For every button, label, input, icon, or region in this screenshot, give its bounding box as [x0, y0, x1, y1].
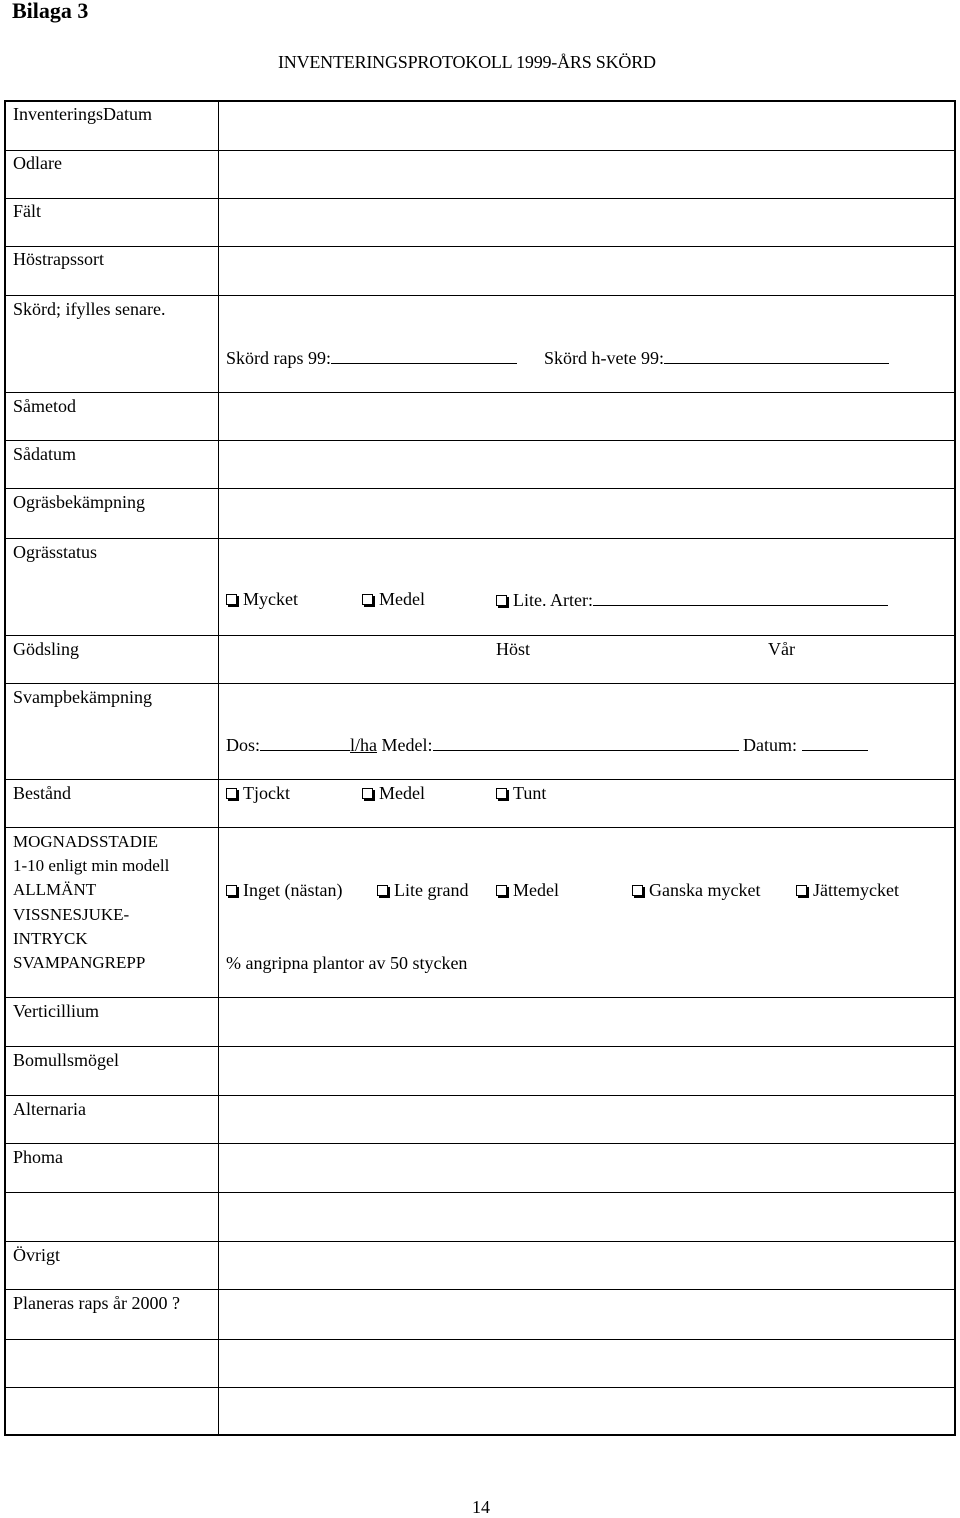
wilt-option-quite-much[interactable]: [632, 878, 760, 902]
row-divider: [6, 683, 954, 684]
harvest-rape-field[interactable]: [226, 345, 517, 370]
row-divider: [6, 150, 954, 151]
harvest-rape-blank[interactable]: [331, 345, 517, 364]
inventory-form-table: [4, 100, 956, 1436]
wilt-option-none-label: Inget (nästan): [243, 880, 343, 900]
fertilization-spring: Vår: [768, 639, 795, 659]
label-maturity-model: 1-10 enligt min modell: [13, 856, 170, 875]
checkbox-icon[interactable]: [226, 594, 237, 605]
product-label: Medel:: [381, 735, 433, 755]
checkbox-icon[interactable]: [362, 788, 373, 799]
row-divider: [6, 198, 954, 199]
label-impression: INTRYCK: [13, 929, 88, 948]
label-inventory-date: InventeringsDatum: [13, 104, 152, 124]
checkbox-icon[interactable]: [796, 885, 807, 896]
label-planned-rape: Planeras raps år 2000 ?: [13, 1293, 180, 1313]
weed-option-little[interactable]: [496, 587, 888, 612]
weed-species-label: Arter:: [550, 590, 593, 610]
product-blank[interactable]: [433, 732, 739, 751]
row-divider: [6, 295, 954, 296]
label-verticillium: Verticillium: [13, 1001, 99, 1021]
checkbox-icon[interactable]: [632, 885, 643, 896]
dose-label: Dos:: [226, 735, 261, 755]
harvest-wheat-label: Skörd h-vete 99:: [544, 348, 664, 368]
harvest-wheat-field[interactable]: [544, 345, 889, 370]
label-sowing-method: Såmetod: [13, 396, 76, 416]
stand-option-medium-label: Medel: [379, 783, 425, 803]
date-label: Datum:: [743, 735, 798, 755]
stand-option-medium[interactable]: [362, 781, 425, 805]
row-divider: [6, 827, 954, 828]
checkbox-icon[interactable]: [496, 885, 507, 896]
label-other: Övrigt: [13, 1245, 60, 1265]
wilt-option-medium-label: Medel: [513, 880, 559, 900]
row-divider: [6, 1289, 954, 1290]
stand-option-thin-label: Tunt: [513, 783, 547, 803]
label-sowing-date: Sådatum: [13, 444, 76, 464]
label-variety: Höstrapssort: [13, 249, 104, 269]
label-sclerotinia: Bomullsmögel: [13, 1050, 120, 1070]
weed-option-medium[interactable]: [362, 587, 425, 611]
row-divider: [6, 1241, 954, 1242]
label-fungicide: Svampbekämpning: [13, 687, 152, 707]
row-divider: [6, 635, 954, 636]
checkbox-icon[interactable]: [226, 885, 237, 896]
row-divider: [6, 1046, 954, 1047]
label-stand: Bestånd: [13, 783, 71, 803]
label-field: Fält: [13, 201, 42, 221]
row-divider: [6, 538, 954, 539]
label-wilt: VISSNESJUKE-: [13, 905, 130, 924]
row-divider: [6, 1143, 954, 1144]
wilt-option-none[interactable]: [226, 878, 342, 902]
row-divider: [6, 1095, 954, 1096]
wilt-option-medium[interactable]: [496, 878, 559, 902]
label-harvest: Skörd; ifylles senare.: [13, 299, 166, 319]
checkbox-icon[interactable]: [362, 594, 373, 605]
weed-option-little-label: Lite.: [513, 590, 547, 610]
label-grower: Odlare: [13, 153, 62, 173]
stand-option-thin[interactable]: [496, 781, 546, 805]
label-maturity-stage: MOGNADSSTADIE: [13, 832, 159, 851]
row-divider: [6, 1387, 954, 1388]
dose-unit: l/ha: [350, 735, 378, 755]
weed-option-medium-label: Medel: [379, 589, 425, 609]
weed-option-much-label: Mycket: [243, 589, 298, 609]
wilt-option-very-much-label: Jättemycket: [813, 880, 899, 900]
checkbox-icon[interactable]: [226, 788, 237, 799]
row-divider: [6, 488, 954, 489]
row-divider: [6, 1192, 954, 1193]
wilt-option-little[interactable]: [377, 878, 468, 902]
label-weed-status: Ogrässtatus: [13, 542, 97, 562]
fungicide-dose-field[interactable]: [226, 732, 868, 757]
wilt-option-little-label: Lite grand: [394, 880, 469, 900]
stand-option-thick-label: Tjockt: [243, 783, 290, 803]
label-alternaria: Alternaria: [13, 1099, 86, 1119]
stand-option-thick[interactable]: [226, 781, 290, 805]
row-divider: [6, 392, 954, 393]
label-general: ALLMÄNT: [13, 880, 97, 899]
page-number: 14: [472, 1497, 490, 1517]
row-divider: [6, 1339, 954, 1340]
label-phoma: Phoma: [13, 1147, 64, 1167]
fertilization-autumn: Höst: [496, 639, 531, 659]
checkbox-icon[interactable]: [496, 595, 507, 606]
label-fertilization: Gödsling: [13, 639, 80, 659]
infected-plants-header: % angripna plantor av 50 stycken: [226, 953, 468, 973]
row-divider: [6, 779, 954, 780]
row-divider: [6, 440, 954, 441]
document-title: INVENTERINGSPROTOKOLL 1999-ÅRS SKÖRD: [278, 52, 656, 72]
date-blank[interactable]: [802, 732, 868, 751]
appendix-label: Bilaga 3: [12, 0, 89, 23]
harvest-rape-label: Skörd raps 99:: [226, 348, 331, 368]
label-weed-control: Ogräsbekämpning: [13, 492, 145, 512]
label-fungal-attack: SVAMPANGREPP: [13, 953, 146, 972]
row-divider: [6, 997, 954, 998]
weed-option-much[interactable]: [226, 587, 298, 611]
checkbox-icon[interactable]: [377, 885, 388, 896]
wilt-option-quite-much-label: Ganska mycket: [649, 880, 761, 900]
row-divider: [6, 246, 954, 247]
wilt-option-very-much[interactable]: [796, 878, 899, 902]
column-divider: [218, 102, 219, 1434]
weed-species-blank[interactable]: [593, 587, 888, 606]
checkbox-icon[interactable]: [496, 788, 507, 799]
dose-blank[interactable]: [260, 732, 350, 751]
harvest-wheat-blank[interactable]: [664, 345, 889, 364]
